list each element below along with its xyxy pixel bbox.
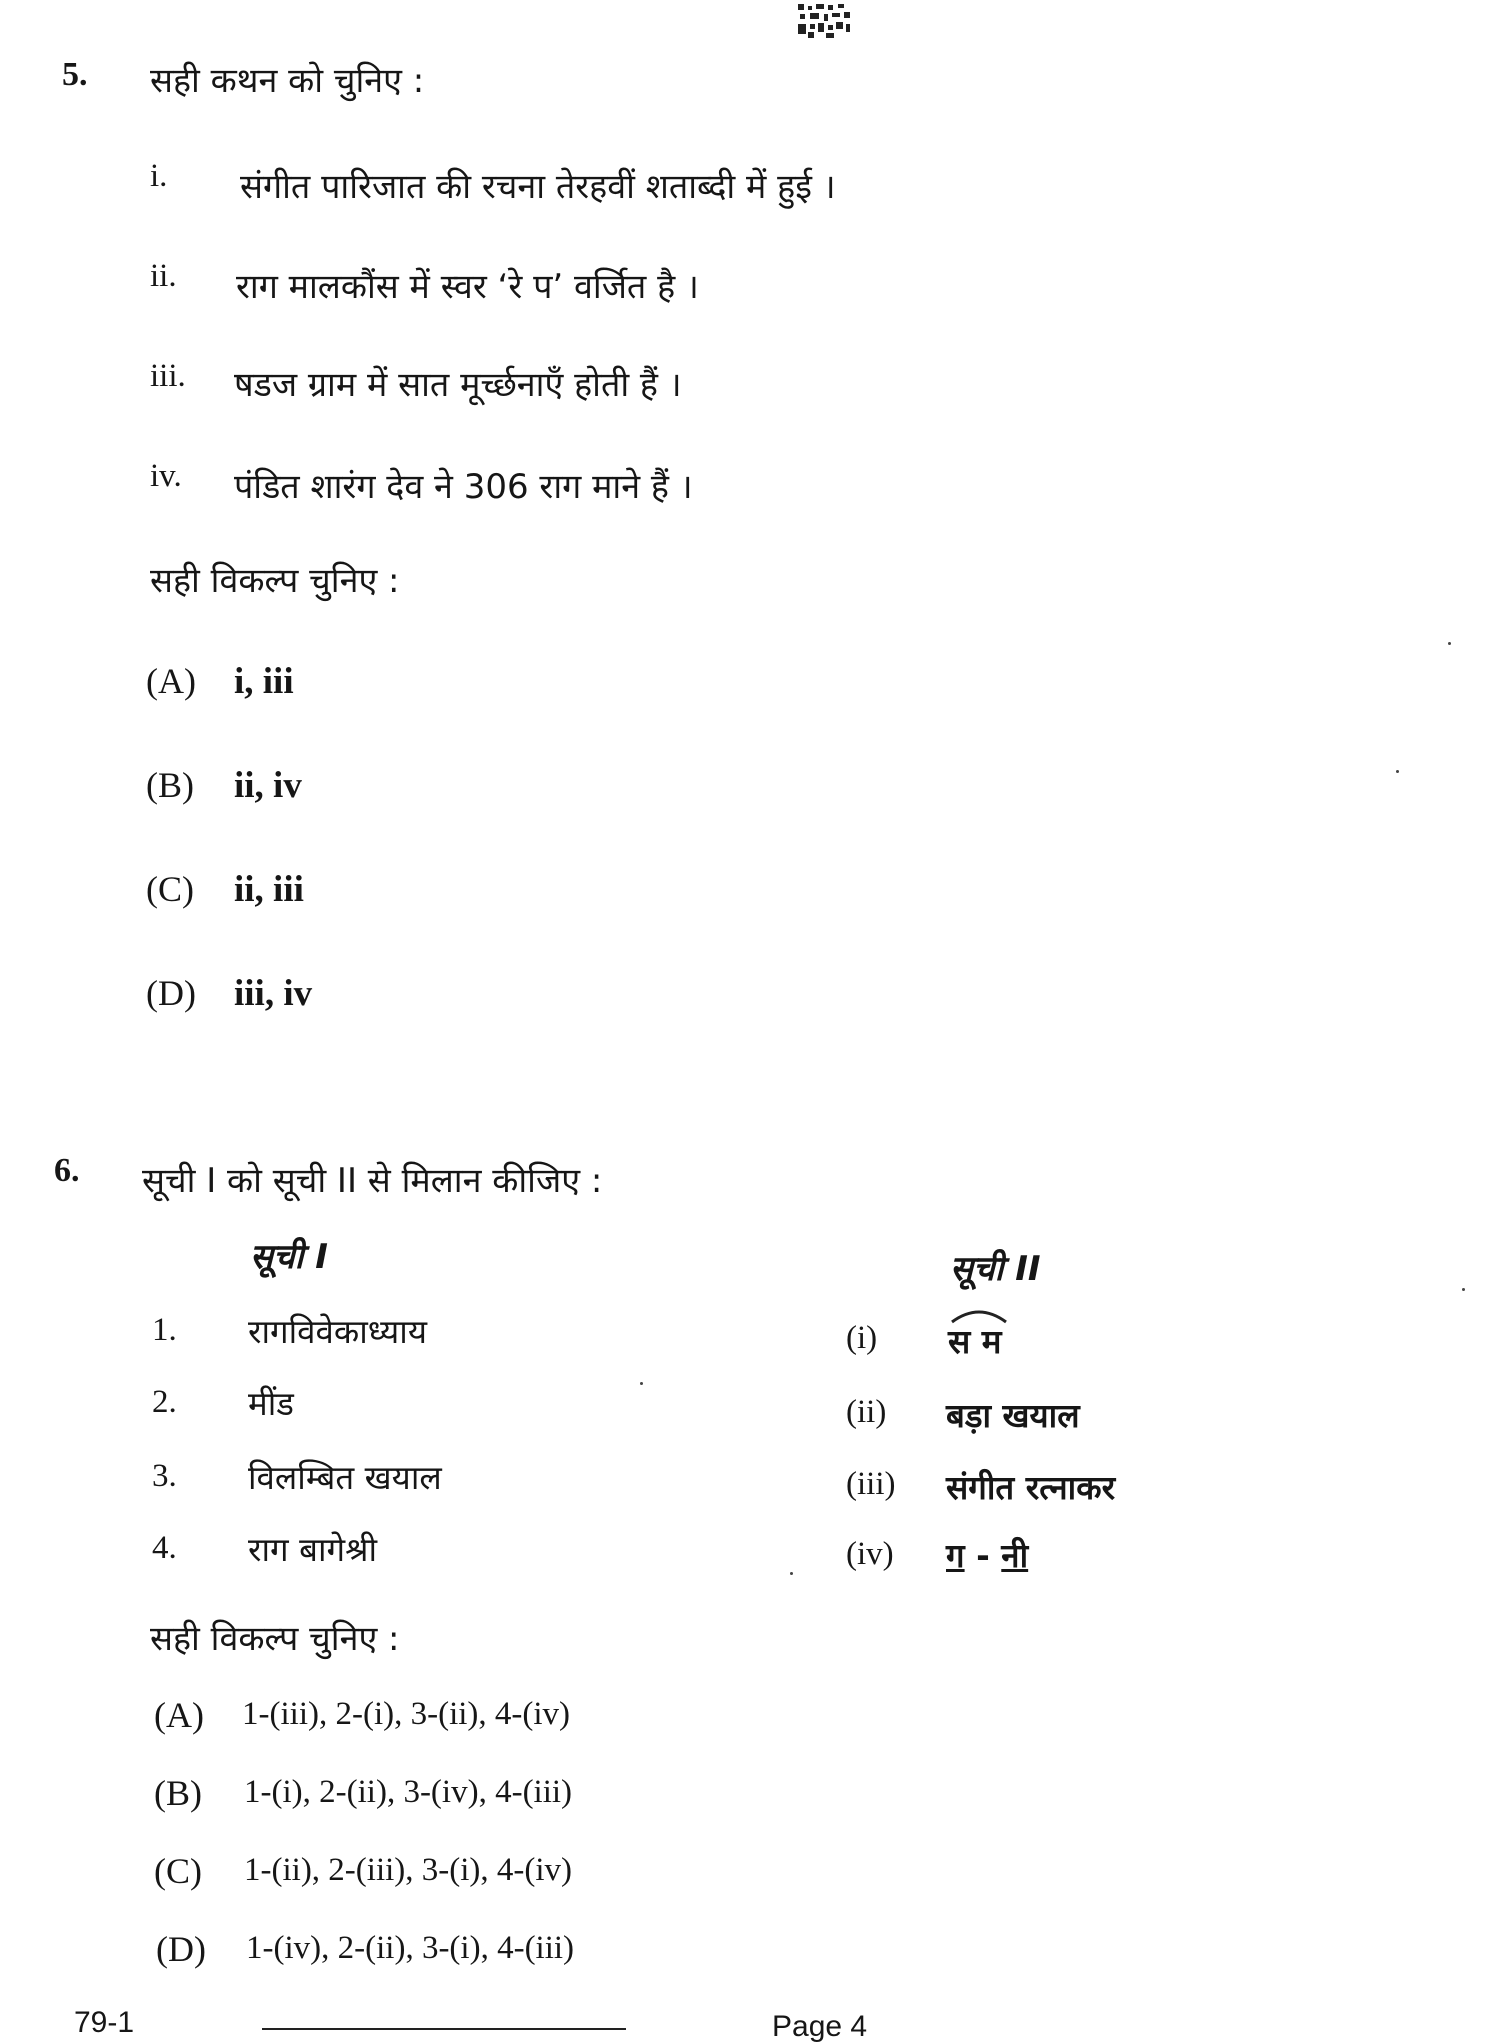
list-1-item-label: 1. <box>152 1312 177 1348</box>
statement-label: ii. <box>150 258 177 294</box>
option-label: (A) <box>146 661 196 701</box>
list-2-item-label: (iii) <box>846 1466 896 1502</box>
option-text: 1-(iv), 2-(ii), 3-(i), 4-(iii) <box>246 1930 575 1966</box>
option-text: 1-(ii), 2-(iii), 3-(i), 4-(iv) <box>244 1852 573 1888</box>
list-2-item-text: स म <box>948 1322 1002 1361</box>
option-text: ii, iii <box>234 869 304 910</box>
statement-text: षडज ग्राम में सात मूर्च्छनाएँ होती हैं । <box>234 365 682 405</box>
list-1-item-text: विलम्बित खयाल <box>248 1458 442 1497</box>
statement-text: राग मालकौंस में स्वर ‘रे प’ वर्जित है । <box>236 267 699 307</box>
list-2-item-label: (iv) <box>846 1536 894 1572</box>
question-6-text: सूची I को सूची II से मिलान कीजिए : <box>142 1161 603 1201</box>
question-5-number: 5. <box>62 56 88 93</box>
list-2-item-label: (i) <box>846 1320 878 1356</box>
scan-speck <box>1448 642 1451 645</box>
list-2-item-text: संगीत रत्नाकर <box>946 1468 1116 1507</box>
option-label: (C) <box>154 1851 202 1891</box>
list-1-item-text: मींड <box>248 1384 294 1423</box>
option-label: (B) <box>154 1773 202 1813</box>
list-2-item-label: (ii) <box>846 1394 887 1430</box>
option-text: 1-(iii), 2-(i), 3-(ii), 4-(iv) <box>242 1696 571 1732</box>
list-1-item-text: रागविवेकाध्याय <box>248 1312 427 1351</box>
statement-label: iii. <box>150 358 186 394</box>
scan-speck <box>1396 770 1399 773</box>
list-1-heading: सूची I <box>250 1237 328 1277</box>
list-1-item-label: 3. <box>152 1458 177 1494</box>
paper-code: 79-1 <box>74 2006 135 2039</box>
option-text: i, iii <box>234 661 294 702</box>
page-number: Page 4 <box>772 2010 868 2043</box>
option-text: 1-(i), 2-(ii), 3-(iv), 4-(iii) <box>244 1774 573 1810</box>
option-label: (D) <box>156 1929 206 1969</box>
question-5-text: सही कथन को चुनिए : <box>150 61 425 101</box>
question-6-number: 6. <box>54 1152 80 1189</box>
note-ga-komal: ग <box>946 1536 965 1575</box>
option-text: iii, iv <box>234 973 313 1014</box>
question-6-prompt: सही विकल्प चुनिए : <box>150 1619 400 1659</box>
statement-label: iv. <box>150 458 182 494</box>
scan-speck <box>640 1382 643 1385</box>
note-ni-komal: नी <box>1001 1536 1029 1575</box>
scan-speck <box>790 1572 793 1575</box>
list-1-item-text: राग बागेश्री <box>248 1530 377 1569</box>
option-label: (A) <box>154 1695 204 1735</box>
statement-label: i. <box>150 158 168 194</box>
option-label: (D) <box>146 973 196 1013</box>
list-1-item-label: 2. <box>152 1384 177 1420</box>
qr-code-fragment <box>796 4 854 40</box>
list-2-item-text: बड़ा खयाल <box>946 1396 1080 1435</box>
option-text: ii, iv <box>234 765 302 806</box>
question-5-prompt: सही विकल्प चुनिए : <box>150 561 400 601</box>
statement-text: पंडित शारंग देव ने 306 राग माने हैं । <box>234 467 693 507</box>
list-2-item-text <box>946 1532 1028 1577</box>
footer-rule <box>262 2028 626 2030</box>
list-2-heading: सूची II <box>950 1249 1041 1289</box>
option-label: (C) <box>146 869 194 909</box>
list-1-item-label: 4. <box>152 1530 177 1566</box>
option-label: (B) <box>146 765 194 805</box>
statement-text: संगीत पारिजात की रचना तेरहवीं शताब्दी में हुई । <box>240 167 836 207</box>
scan-speck <box>1462 1288 1465 1291</box>
note-separator: - <box>964 1536 1002 1575</box>
